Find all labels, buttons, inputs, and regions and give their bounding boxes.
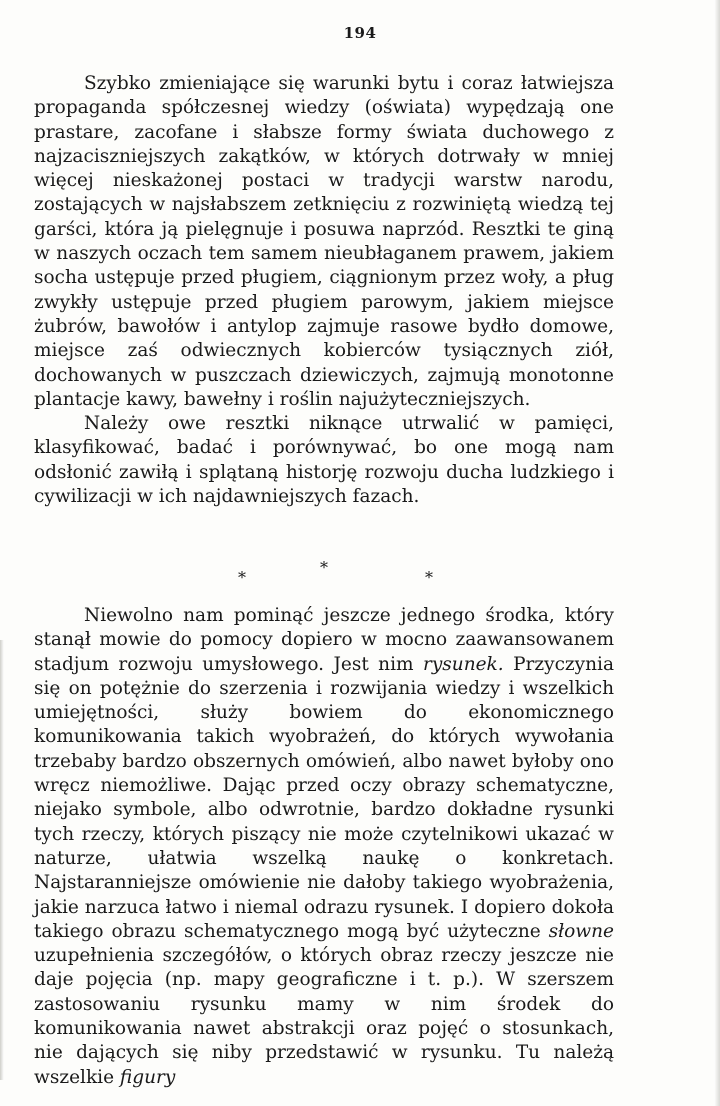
divider-asterisk: * bbox=[320, 558, 328, 577]
section-divider bbox=[0, 558, 720, 588]
scan-edge bbox=[0, 640, 4, 1080]
paragraph-3-text: Przyczynia się on potężnie do szerzenia i rozwijania wiedzy i wszelkich umiejętności, służy bowiem do ekonomicznego komunikowania takich wyobrażeń, do których wywołania trzebaby bardzo obszernych omówień, albo nawet byłoby ono wręcz niemożliwe. Dając przed oczy obrazy schematyczne, niejako symbole, albo odwrotnie, bardzo dokładne rysunki tych rzeczy, których piszący nie może czytelnikowi ukazać w naturze, ułatwia wszelką naukę o konkretach. Najstaranniejsze omówienie nie dałoby takiego wyobrażenia, jakie narzuca łatwo i niemal odrazu rysunek. I dopiero dokoła takiego obrazu schematycznego mogą być użyteczne bbox=[34, 653, 614, 942]
page-number: 194 bbox=[343, 24, 377, 42]
divider-asterisk: * bbox=[238, 568, 246, 587]
emphasis-figury: figury bbox=[119, 1066, 176, 1088]
divider-asterisk: * bbox=[425, 568, 433, 587]
paragraph-3 bbox=[34, 604, 614, 1090]
scan-edge bbox=[714, 0, 720, 1106]
paragraph-2 bbox=[34, 412, 614, 509]
paragraph-1 bbox=[34, 72, 614, 412]
paragraph-3-text: Niewolno nam pominąć jeszcze jednego środka, który stanął mowie do pomocy dopiero w mocno zaawansowanem stadjum rozwoju umysłowego. Jest nim bbox=[34, 605, 614, 675]
paragraph-3-text: uzupełnienia szczegółów, o których obraz rzeczy jeszcze nie daje pojęcia (np. mapy geograficzne i t. p.). W szerszem zastosowaniu rysunku mamy w nim środek do komunikowania nawet abstrakcji oraz pojęć o stosunkach, nie dających się niby przedstawić w rysunku. Tu należą wszelkie bbox=[34, 945, 614, 1088]
text-block-upper bbox=[34, 72, 614, 509]
emphasis-slowne: słowne bbox=[548, 920, 614, 942]
paragraph-1-text: Szybko zmieniające się warunki bytu i coraz łatwiejsza propaganda spółczesnej wiedzy (oświata) wypędzają one prastare, zacofane i słabsze formy świata duchowego z najzaciszniejszych zakątków, w których dotrwały w mniej więcej nieskażonej postaci w tradycji warstw narodu, zostających w najsłabszem zetknięciu z rozwiniętą wiedzą tej garści, która ją pielęgnuje i posuwa naprzód. Resztki te giną w naszych oczach tem samem nieubłaganem prawem, jakiem socha ustępuje przed pługiem, ciągnionym przez woły, a pług zwykły ustępuje przed pługiem parowym, jakiem miejsce żubrów, bawołów i antylop zajmuje rasowe bydło domowe, miejsce zaś odwiecznych kobierców tysiącznych ziół, dochowanych w puszczach dziewiczych, zajmują monotonne plantacje kawy, bawełny i roślin najużyteczniejszych. bbox=[34, 73, 614, 410]
paragraph-2-text: Należy owe resztki niknące utrwalić w pamięci, klasyfikować, badać i porównywać, bo one mogą nam odsłonić zawiłą i splątaną historję rozwoju ducha ludzkiego i cywilizacji w ich najdawniejszych fazach. bbox=[34, 413, 614, 508]
emphasis-rysunek: rysunek. bbox=[422, 653, 504, 675]
text-block-lower bbox=[34, 604, 614, 1090]
